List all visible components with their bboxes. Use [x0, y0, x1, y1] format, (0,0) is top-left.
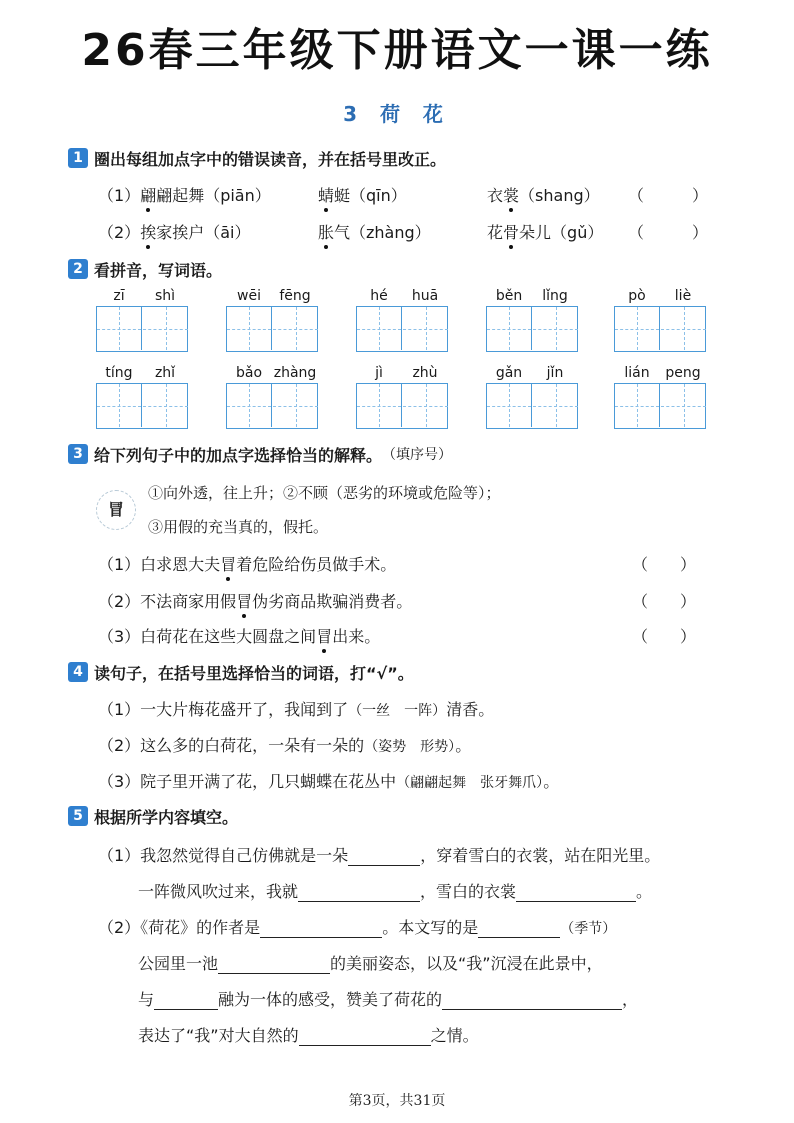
section-5-heading: [68, 805, 238, 827]
item-text: 的美丽姿态，以及“我”沉浸在此景中，: [330, 954, 603, 973]
lesson-title: 3 荷 花: [343, 102, 451, 126]
pinyin: shì: [154, 288, 176, 304]
pinyin: lǐng: [542, 288, 568, 304]
writing-grid[interactable]: [226, 306, 318, 352]
item-text: （2）不法商家用假: [98, 592, 237, 611]
s5-line-2: [138, 879, 652, 902]
item-text: 蜓（qīn）: [334, 186, 407, 205]
section-number-badge: 3: [68, 444, 88, 464]
section-3-note: （填序号）: [382, 447, 453, 463]
answer-paren: （ ）: [628, 186, 709, 205]
dotted-char: 胀: [318, 220, 334, 243]
item-text: 。本文写的是: [382, 918, 479, 937]
pinyin: peng: [665, 365, 701, 381]
s5-line-5: [138, 987, 638, 1010]
pinyin: wēi: [237, 288, 261, 304]
writing-grid[interactable]: [96, 306, 188, 352]
choice-options[interactable]: （一丝 一阵）: [348, 703, 447, 719]
dotted-char: 冒: [316, 624, 332, 647]
pinyin: jǐn: [546, 365, 564, 381]
s5-line-1: [98, 843, 660, 866]
pinyin: zhǐ: [154, 365, 176, 381]
s3-item-1: [98, 552, 396, 575]
pinyin: bǎo: [235, 365, 263, 381]
pinyin: zhù: [412, 365, 438, 381]
fill-blank[interactable]: [154, 992, 218, 1010]
page-footer: 第3页，共31页: [348, 1093, 446, 1109]
item-text: ，: [622, 990, 639, 1009]
dotted-char: 蜻: [318, 183, 334, 206]
writing-grid[interactable]: [614, 306, 706, 352]
section-number-badge: 2: [68, 259, 88, 279]
item-text: ，穿着雪白的衣裳，站在阳光里。: [420, 846, 661, 865]
item-text: 翩起舞（piān）: [156, 186, 271, 205]
pinyin: tíng: [105, 365, 133, 381]
document-title: 26春三年级下册语文一课一练: [81, 25, 713, 76]
writing-grid[interactable]: [486, 306, 578, 352]
writing-grid[interactable]: [356, 383, 448, 429]
section-2-heading: [68, 258, 222, 280]
item-text: （shang）: [519, 186, 600, 205]
item-text: （2）这么多的白荷花，一朵有一朵的: [98, 736, 365, 755]
writing-grid[interactable]: [356, 306, 448, 352]
item-text: 。: [543, 772, 560, 791]
s5-line-6: [138, 1023, 479, 1046]
pinyin: gǎn: [495, 365, 523, 381]
fill-blank[interactable]: [478, 920, 560, 938]
answer-paren: （ ）: [628, 223, 709, 242]
fill-blank[interactable]: [442, 992, 622, 1010]
writing-grid[interactable]: [486, 383, 578, 429]
item-text: （3）白荷花在这些大圆盘之间: [98, 627, 317, 646]
s5-line-4: [138, 951, 603, 974]
answer-paren: （ ）: [632, 555, 697, 574]
pinyin: lián: [624, 365, 650, 381]
item-text: （1）一大片梅花盛开了，我闻到了: [98, 700, 349, 719]
s3-item-2: [98, 589, 412, 612]
s1-row1-item3: [487, 183, 600, 206]
answer-paren: （ ）: [632, 627, 697, 646]
item-text: 融为一体的感受，赞美了荷花的: [218, 990, 443, 1009]
s1-row2-item3: [487, 220, 603, 243]
definition-line-1: ①向外透，往上升；②不顾（恶劣的环境或危险等）；: [148, 484, 501, 502]
s5-line-3: [98, 915, 616, 938]
section-3-instruction: 给下列句子中的加点字选择恰当的解释。: [94, 445, 383, 465]
s1-row1-item2: [318, 183, 407, 206]
pinyin: hé: [370, 288, 388, 304]
item-text: 朵儿（gǔ）: [519, 223, 604, 242]
s3-item-3: [98, 624, 380, 647]
pinyin: liè: [674, 288, 692, 304]
dotted-char: 裳: [503, 183, 519, 206]
pinyin: zhàng: [273, 365, 317, 381]
s4-item-2: [98, 733, 471, 756]
section-4-instruction: 读句子，在括号里选择恰当的词语，打“√”。: [94, 663, 414, 683]
s4-item-3: [98, 769, 559, 792]
item-text: 与: [138, 990, 155, 1009]
fill-blank[interactable]: [260, 920, 382, 938]
section-number-badge: 4: [68, 662, 88, 682]
item-label: （1）: [98, 186, 141, 205]
s4-item-1: [98, 697, 494, 720]
item-text: 。: [455, 736, 472, 755]
definition-line-2: ③用假的充当真的，假托。: [148, 518, 329, 536]
item-text: 。: [636, 882, 653, 901]
item-text: 公园里一池: [138, 954, 219, 973]
section-5-instruction: 根据所学内容填空。: [94, 807, 239, 827]
fill-blank[interactable]: [348, 848, 420, 866]
character-badge: 冒: [96, 490, 136, 530]
writing-grid[interactable]: [226, 383, 318, 429]
dotted-char: 冒: [236, 589, 252, 612]
section-1-heading: [68, 147, 446, 169]
section-3-heading: [68, 443, 452, 465]
item-text: （3）院子里开满了花，几只蝴蝶在花丛中: [98, 772, 397, 791]
item-text: 着危险给伤员做手术。: [236, 555, 397, 574]
fill-blank[interactable]: [516, 884, 636, 902]
pinyin: běn: [495, 288, 523, 304]
choice-options[interactable]: （姿势 形势）: [364, 739, 456, 755]
s1-row2-item2: [318, 220, 431, 243]
pinyin: pò: [628, 288, 646, 304]
writing-grid[interactable]: [96, 383, 188, 429]
dotted-char: 冒: [220, 552, 236, 575]
item-text: 花: [487, 223, 504, 242]
pinyin: jì: [375, 365, 383, 381]
answer-paren: （ ）: [632, 592, 697, 611]
item-text: 表达了“我”对大自然的: [138, 1026, 299, 1045]
section-number-badge: 1: [68, 148, 88, 168]
s1-row2-item1: [98, 220, 250, 243]
pinyin: zī: [113, 288, 125, 304]
item-text: ，雪白的衣裳: [420, 882, 517, 901]
pinyin: fēng: [279, 288, 311, 304]
section-1-instruction: 圈出每组加点字中的错误读音，并在括号里改正。: [94, 149, 447, 169]
section-2-instruction: 看拼音，写词语。: [94, 260, 223, 280]
dotted-char: 挨: [140, 220, 156, 243]
item-text: 一阵微风吹过来，我就: [138, 882, 299, 901]
item-text: 气（zhàng）: [334, 223, 431, 242]
writing-grid[interactable]: [614, 383, 706, 429]
item-text: 家挨户（āi）: [156, 223, 251, 242]
dotted-char: 骨: [503, 220, 519, 243]
fill-blank[interactable]: [299, 1028, 431, 1046]
item-text: 清香。: [446, 700, 495, 719]
item-text: 出来。: [332, 627, 381, 646]
item-note: （季节）: [560, 921, 617, 937]
section-4-heading: [68, 661, 414, 683]
item-text: 之情。: [430, 1026, 479, 1045]
item-text: （1）我忽然觉得自己仿佛就是一朵: [98, 846, 349, 865]
fill-blank[interactable]: [298, 884, 420, 902]
s1-row1-item1: [98, 183, 271, 206]
item-text: （2）《荷花》的作者是: [98, 918, 261, 937]
dotted-char: 翩: [140, 183, 156, 206]
choice-options[interactable]: （翩翩起舞 张牙舞爪）: [396, 775, 544, 791]
item-text: 伪劣商品欺骗消费者。: [252, 592, 413, 611]
pinyin: huā: [411, 288, 439, 304]
section-number-badge: 5: [68, 806, 88, 826]
item-text: （1）白求恩大夫: [98, 555, 221, 574]
item-text: 衣: [487, 186, 504, 205]
item-label: （2）: [98, 223, 141, 242]
fill-blank[interactable]: [218, 956, 330, 974]
